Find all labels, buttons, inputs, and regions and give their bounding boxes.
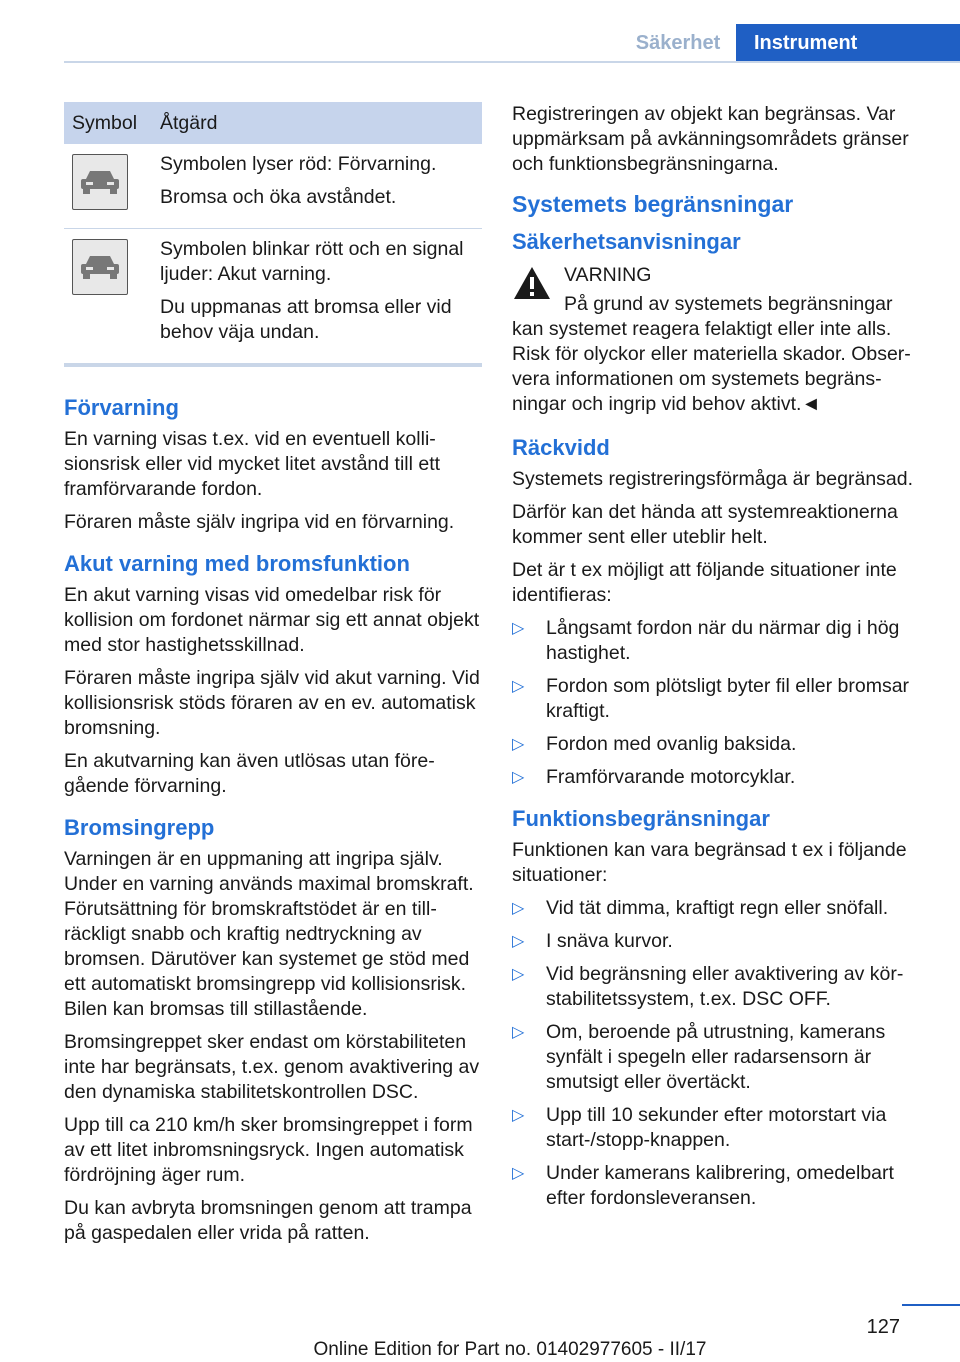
bullet-triangle-icon: ▷ [512, 1024, 525, 1041]
right-column [512, 102, 927, 1219]
paragraph: Funktionen kan vara begränsad t ex i följande situationer: [512, 839, 907, 886]
warning-triangle-icon [512, 265, 552, 301]
paragraph: Varningen är en uppmaning att ingripa själv. Under en varning används maximal bromskraft. Förutsättning för bromskraftstödet är en tillräckligt snabb och kraftig nedtryckning av bromsen. Därutöver kan systemet ge stöd med ett automatiskt bromsingrepp vid kollisionsrisk. Bilen kan bromsas till stillastående. [64, 848, 474, 1020]
bullet-triangle-icon: ▷ [512, 966, 525, 983]
bullet-triangle-icon: ▷ [512, 933, 525, 950]
list-item: ▷ Långsamt fordon när du närmar dig i hög hastighet. [512, 617, 900, 664]
table-cell-text: Symbolen blinkar rött och en signal ljuder: Akut varning. [160, 238, 464, 285]
warning-text: kan systemet reagera felaktigt eller inte alls. Risk för olyckor eller materiella skador. Observera informationen om systemets begränsningar och ingrip vid behov aktivt.◄ [512, 318, 911, 415]
list-item: ▷ Om, beroende på utrustning, kamerans synfält i spegeln eller radarsensorn är smutsigt eller övertäckt. [512, 1021, 886, 1093]
car-front-icon [72, 239, 128, 295]
list-item: ▷ Under kamerans kalibrering, omedelbart efter fordonsleveransen. [512, 1162, 894, 1209]
left-column [64, 102, 482, 1254]
paragraph: Bromsingreppet sker endast om körstabiliteten inte har begränsats, t.ex. genom avaktivering av den dynamiska stabilitetskontrollen DSC. [64, 1031, 480, 1103]
bullet-triangle-icon: ▷ [512, 678, 525, 695]
header-section-tab: Säkerhet [635, 32, 721, 54]
bullet-triangle-icon: ▷ [512, 1107, 525, 1124]
bullet-triangle-icon: ▷ [512, 1165, 525, 1182]
paragraph: Föraren måste ingripa själv vid akut varning. Vid kollisionsrisk stöds föraren av en ev. automatisk bromsning. [64, 667, 480, 739]
heading-rackvidd: Räckvidd [512, 435, 610, 460]
paragraph: Därför kan det hända att systemreaktionerna kommer sent eller uteblir helt. [512, 501, 898, 548]
table-row [64, 144, 482, 229]
range-list [512, 616, 927, 790]
symbol-table [64, 102, 482, 367]
car-front-icon [72, 154, 128, 210]
table-row [64, 229, 482, 366]
paragraph: Registreringen av objekt kan begränsas. Var uppmärksam på avkänningsområdets gränser och funktionsbegränsningarna. [512, 103, 909, 175]
list-item: ▷ Fordon med ovanlig baksida. [512, 733, 797, 755]
bullet-triangle-icon: ▷ [512, 769, 525, 786]
table-cell-text: Du uppmanas att bromsa eller vid behov väja undan. [160, 296, 452, 343]
list-item: ▷ I snäva kurvor. [512, 930, 673, 952]
paragraph: Det är t ex möjligt att följande situationer inte identifieras: [512, 559, 897, 606]
bullet-triangle-icon: ▷ [512, 620, 525, 637]
paragraph: Systemets registreringsförmåga är begränsad. [512, 468, 914, 490]
heading-akut-varning: Akut varning med bromsfunktion [64, 551, 410, 576]
header-rule [64, 61, 960, 63]
footer-edition-text: Online Edition for Part no. 01402977605 - II/17 [313, 1339, 707, 1360]
list-item: ▷ Upp till 10 sekunder efter motorstart via start-/stopp-knappen. [512, 1104, 887, 1151]
table-cell-text: Symbolen lyser röd: Förvarning. [160, 153, 437, 175]
paragraph: En akutvarning kan även utlösas utan föregående förvarning. [64, 750, 435, 797]
table-header-row [64, 102, 482, 144]
warning-block [512, 263, 927, 417]
function-limits-list [512, 896, 927, 1211]
list-item: ▷ Framförvarande motorcyklar. [512, 766, 796, 788]
heading-forvarning: Förvarning [64, 395, 179, 420]
col-header-symbol: Symbol [64, 102, 152, 144]
paragraph: Föraren måste själv ingripa vid en förvarning. [64, 511, 455, 533]
list-item: ▷ Vid tät dimma, kraftigt regn eller snöfall. [512, 897, 889, 919]
paragraph: En varning visas t.ex. vid en eventuell kollisionsrisk eller vid mycket litet avstånd till ett framförvarande fordon. [64, 428, 441, 500]
paragraph: Upp till ca 210 km/h sker bromsingreppet i form av ett litet inbromsningsryck. Ingen automatisk fördröjning äger rum. [64, 1114, 473, 1186]
header-chapter-tab: Instrument [736, 24, 960, 61]
footer-rule [902, 1304, 960, 1306]
warning-text-first: På grund av systemets begränsningar [564, 293, 893, 315]
bullet-triangle-icon: ▷ [512, 900, 525, 917]
paragraph: En akut varning visas vid omedelbar risk för kollision om fordonet närmar sig ett annat objekt med stor hastighetsskillnad. [64, 584, 480, 656]
heading-systemets-begransningar: Systemets begränsningar [512, 191, 794, 217]
table-cell-text: Bromsa och öka avståndet. [160, 186, 397, 208]
page-number: 127 [866, 1316, 900, 1338]
warning-label: VARNING [564, 264, 652, 286]
heading-sakerhetsanvisningar: Säkerhetsanvisningar [512, 229, 741, 254]
paragraph: Du kan avbryta bromsningen genom att trampa på gaspedalen eller vrida på ratten. [64, 1197, 472, 1244]
bullet-triangle-icon: ▷ [512, 736, 525, 753]
heading-funktionsbegransningar: Funktionsbegränsningar [512, 806, 770, 831]
heading-bromsingrepp: Bromsingrepp [64, 815, 215, 840]
col-header-action: Åtgärd [152, 102, 482, 144]
list-item: ▷ Vid begränsning eller avaktivering av körstabilitetssystem, t.ex. DSC OFF. [512, 963, 904, 1010]
list-item: ▷ Fordon som plötsligt byter fil eller bromsar kraftigt. [512, 675, 910, 722]
